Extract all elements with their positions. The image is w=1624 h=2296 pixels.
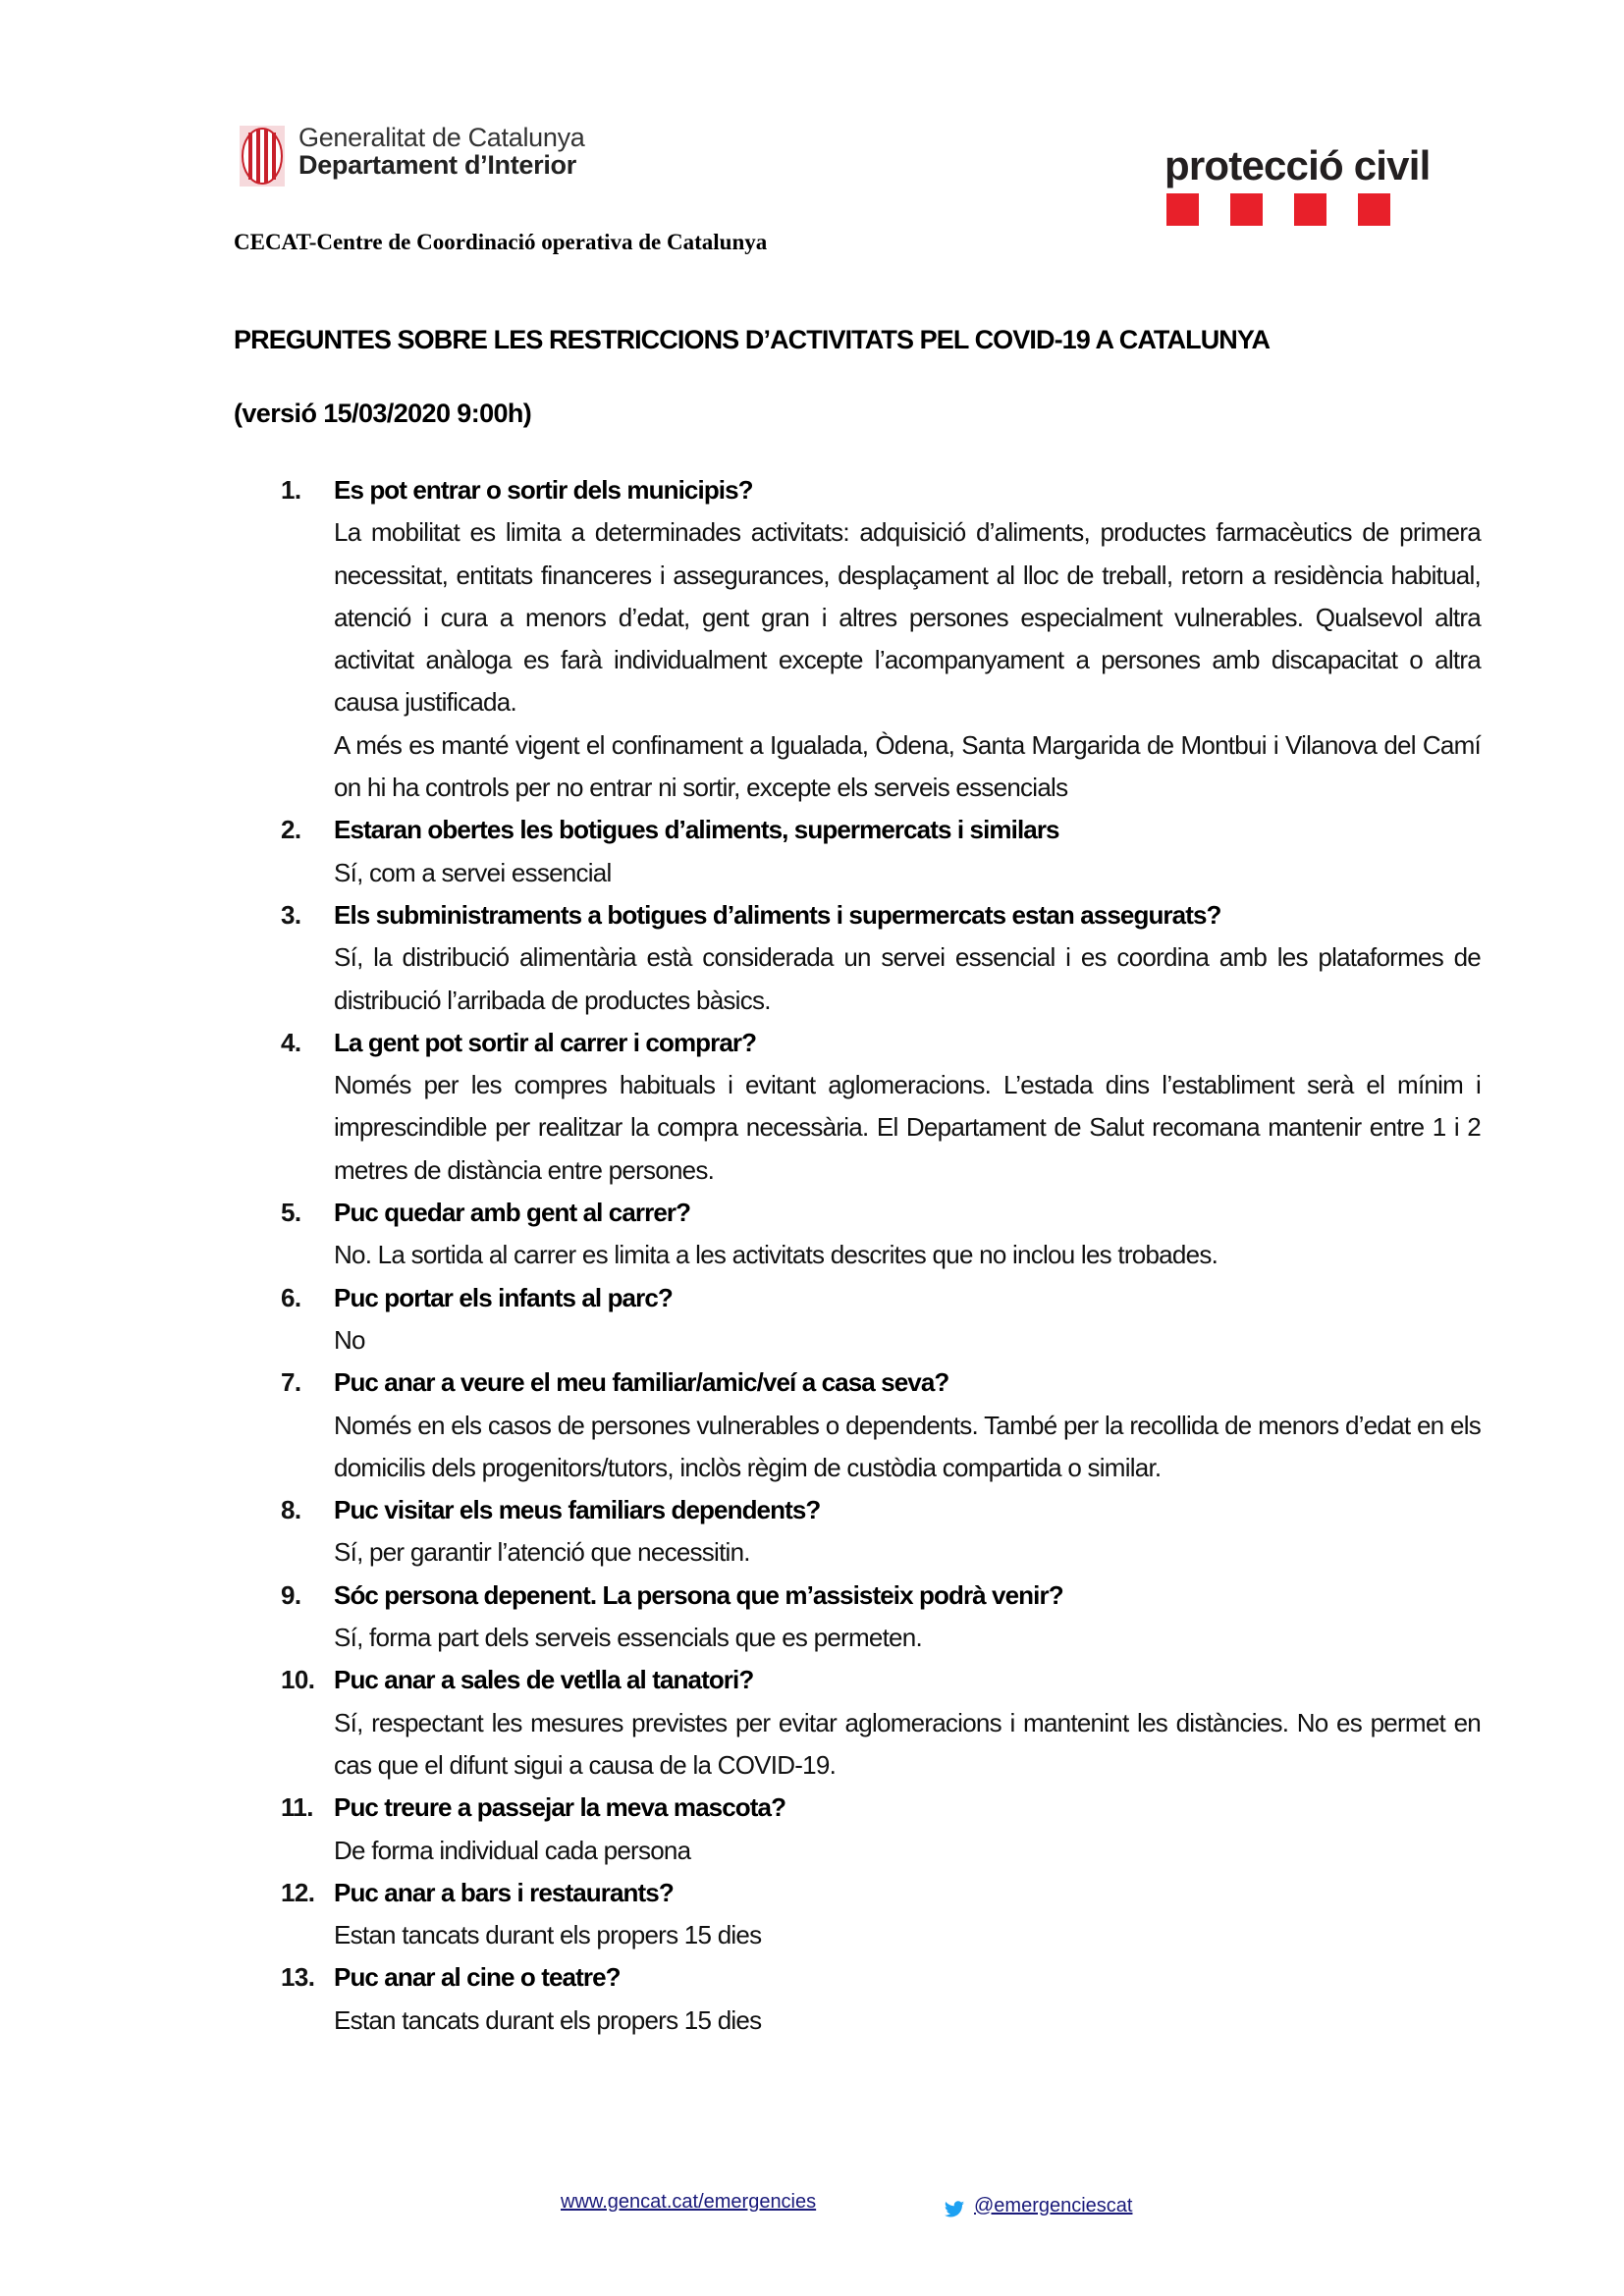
faq-number: 13. [281, 1962, 315, 1993]
faq-question: Sóc persona depenent. La persona que m’assisteix podrà venir? [334, 1579, 1063, 1610]
faq-answer: Només per les compres habituals i evitant aglomeracions. L’estada dins l’establiment serà el mínim i imprescindible per realitzar la compra necessària. El Departament de Salut recomana mantenir entre 1 i 2 metres de distància entre persones. [334, 1070, 1481, 1185]
document-title: PREGUNTES SOBRE LES RESTRICCIONS D’ACTIVITATS PEL COVID-19 A CATALUNYA [234, 325, 1271, 354]
faq-question: Estaran obertes les botigues d’aliments, supermercats i similars [334, 815, 1059, 845]
faq-answer: No [334, 1324, 365, 1355]
faq-number: 5. [281, 1198, 301, 1228]
faq-question: La gent pot sortir al carrer i comprar? [334, 1027, 757, 1057]
faq-answer: Sí, com a servei essencial [334, 857, 612, 887]
twitter-bird-icon [943, 2199, 966, 2220]
gencat-name: Generalitat de Catalunya [298, 123, 585, 152]
faq-answer: Sí, forma part dels serveis essencials que es permeten. [334, 1623, 922, 1653]
faq-answer: Sí, per garantir l’atenció que necessitin. [334, 1537, 750, 1568]
faq-answer: Sí, respectant les mesures previstes per evitar aglomeracions i mantenint les distàncies. No es permet en cas que el difunt sigui a causa de la COVID-19. [334, 1707, 1481, 1780]
faq-answer: No. La sortida al carrer es limita a les activitats descrites que no inclou les trobades. [334, 1240, 1218, 1270]
faq-answer: Estan tancats durant els propers 15 dies [334, 1920, 762, 1950]
twitter-handle-link[interactable]: @emergenciescat [974, 2194, 1133, 2216]
twitter-link-group[interactable] [943, 2191, 1132, 2220]
catalan-shield-icon [240, 126, 285, 187]
faq-item [281, 1956, 1481, 2042]
faq-question: Puc anar a sales de vetlla al tanatori? [334, 1665, 754, 1695]
faq-question: Els subministraments a botigues d’aliments i supermercats estan assegurats? [334, 899, 1221, 930]
proteccio-civil-squares [1166, 193, 1430, 226]
faq-answer: La mobilitat es limita a determinades activitats: adquisició d’aliments, productes farmacèutics de primera necessitat, entitats financeres i assegurances, desplaçament al lloc de treball, retorn a residència habitual, atenció i cura a menors d’edat, gent gran i altres persones especialment vulnerables. Qualsevol altra activitat anàloga es farà individualment excepte l’acompanyament a persones amb discapacitat o altra causa justificada. [334, 517, 1481, 718]
faq-list [281, 469, 1481, 2042]
faq-item [281, 809, 1481, 894]
faq-number: 1. [281, 475, 301, 505]
faq-item [281, 1659, 1481, 1787]
faq-number: 10. [281, 1665, 315, 1695]
faq-question: Puc anar a bars i restaurants? [334, 1877, 674, 1907]
faq-question: Es pot entrar o sortir dels municipis? [334, 475, 753, 505]
faq-question: Puc anar a veure el meu familiar/amic/veí a casa seva? [334, 1367, 949, 1398]
faq-item [281, 1575, 1481, 1660]
faq-answer: Només en els casos de persones vulnerables o dependents. També per la recollida de menors d’edat en els domicilis dels progenitors/tutors, inclòs règim de custòdia compartida o similar. [334, 1410, 1481, 1482]
faq-number: 4. [281, 1027, 301, 1057]
faq-question: Puc anar al cine o teatre? [334, 1962, 621, 1993]
faq-number: 3. [281, 899, 301, 930]
generalitat-logo [240, 124, 585, 187]
faq-answer: A més es manté vigent el confinament a Igualada, Òdena, Santa Margarida de Montbui i Vilanova del Camí on hi ha controls per no entrar ni sortir, excepte els serveis essencials [334, 729, 1481, 803]
faq-item [281, 469, 1481, 809]
faq-item [281, 1192, 1481, 1277]
red-square-icon [1166, 193, 1199, 226]
faq-item [281, 894, 1481, 1022]
faq-item [281, 1872, 1481, 1957]
proteccio-civil-text: protecció civil [1164, 142, 1431, 188]
faq-question: Puc treure a passejar la meva mascota? [334, 1792, 786, 1823]
red-square-icon [1358, 193, 1390, 226]
faq-item [281, 1022, 1481, 1192]
faq-item [281, 1362, 1481, 1489]
faq-answer: De forma individual cada persona [334, 1835, 691, 1865]
department-name: Departament d’Interior [298, 150, 576, 181]
faq-answer: Estan tancats durant els propers 15 dies [334, 2004, 762, 2035]
document-version: (versió 15/03/2020 9:00h) [234, 399, 532, 428]
faq-number: 8. [281, 1495, 301, 1525]
faq-number: 6. [281, 1282, 301, 1312]
faq-question: Puc portar els infants al parc? [334, 1282, 673, 1312]
faq-item [281, 1277, 1481, 1362]
page-footer [0, 2191, 1624, 2220]
red-square-icon [1230, 193, 1263, 226]
faq-number: 2. [281, 815, 301, 845]
website-link[interactable]: www.gencat.cat/emergencies [561, 2191, 817, 2213]
faq-item [281, 1787, 1481, 1872]
faq-number: 7. [281, 1367, 301, 1398]
faq-item [281, 1489, 1481, 1575]
red-square-icon [1294, 193, 1326, 226]
cecat-heading: CECAT-Centre de Coordinació operativa de Catalunya [234, 230, 768, 254]
faq-number: 12. [281, 1877, 315, 1907]
faq-number: 9. [281, 1579, 301, 1610]
faq-question: Puc quedar amb gent al carrer? [334, 1198, 691, 1228]
proteccio-civil-logo [1164, 142, 1431, 226]
faq-number: 11. [281, 1792, 313, 1823]
faq-answer: Sí, la distribució alimentària està considerada un servei essencial i es coordina amb les plataformes de distribució l’arribada de productes bàsics. [334, 942, 1481, 1015]
faq-question: Puc visitar els meus familiars dependents? [334, 1495, 821, 1525]
